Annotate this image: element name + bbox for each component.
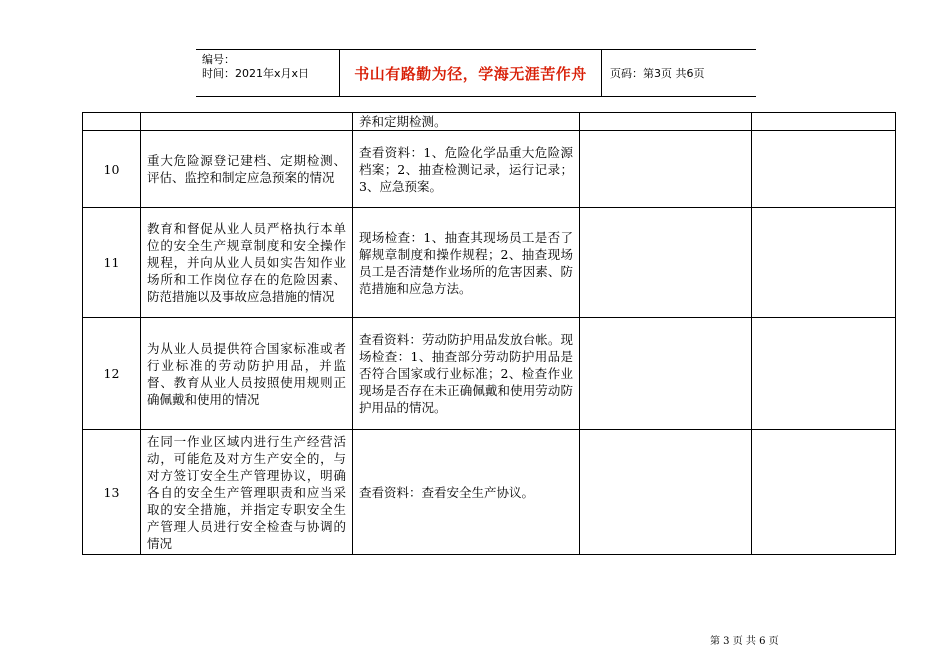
check-item: 重大危险源登记建档、定期检测、评估、监控和制定应急预案的情况 [141,131,353,208]
check-method: 现场检查：1、抽查其现场员工是否了解规章制度和操作规程；2、抽查现场员工是否清楚作业场所的危害因素、防范措施和应急方法。 [353,208,580,318]
check-item: 在同一作业区域内进行生产经营活动，可能危及对方生产安全的，与对方签订安全生产管理协议，明确各自的安全生产管理职责和应当采取的安全措施，并指定专职安全生产管理人员进行安全检查与协调的情况 [141,430,353,555]
remark-cell [752,208,896,318]
remark-cell [752,113,896,131]
row-number: 11 [83,208,141,318]
table-row [83,113,896,131]
table-row [83,208,896,318]
document-header [196,49,756,97]
row-number: 13 [83,430,141,555]
check-item: 教育和督促从业人员严格执行本单位的安全生产规章制度和安全操作规程，并向从业人员如实告知作业场所和工作岗位存在的危险因素、防范措施以及事故应急措施的情况 [141,208,353,318]
code-label: 编号： [202,53,235,66]
table-row [83,318,896,430]
inspection-table [82,112,896,555]
remark-cell [752,131,896,208]
result-cell [580,208,752,318]
header-meta [196,50,340,96]
result-cell [580,430,752,555]
remark-cell [752,430,896,555]
page-footer: 第 3 页 共 6 页 [710,636,779,647]
check-method: 查看资料：查看安全生产协议。 [353,430,580,555]
check-item: 为从业人员提供符合国家标准或者行业标准的劳动防护用品，并监督、教育从业人员按照使用规则正确佩戴和使用的情况 [141,318,353,430]
row-number [83,113,141,131]
check-item [141,113,353,131]
page-info: 页码：第3页 共6页 [610,67,705,80]
check-method: 查看资料：劳动防护用品发放台帐。现场检查：1、抽查部分劳动防护用品是否符合国家或行业标准；2、检查作业现场是否存在未正确佩戴和使用劳动防护用品的情况。 [353,318,580,430]
result-cell [580,318,752,430]
result-cell [580,131,752,208]
row-number: 12 [83,318,141,430]
check-method: 查看资料：1、危险化学品重大危险源档案；2、抽查检测记录，运行记录；3、应急预案。 [353,131,580,208]
row-number: 10 [83,131,141,208]
check-method: 养和定期检测。 [353,113,580,131]
result-cell [580,113,752,131]
table-row [83,430,896,555]
motto: 书山有路勤为径，学海无涯苦作舟 [340,50,602,96]
table-row [83,131,896,208]
remark-cell [752,318,896,430]
time-label: 时间：2021年x月x日 [202,67,310,80]
